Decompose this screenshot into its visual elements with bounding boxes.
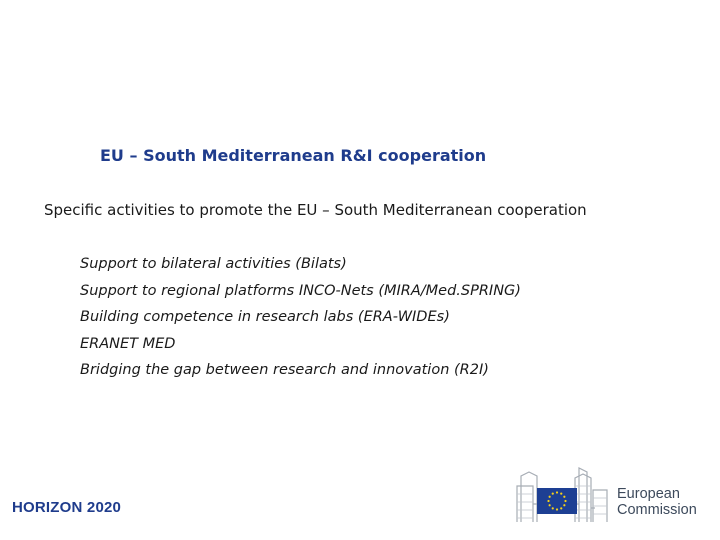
eu-star-icon (563, 504, 565, 506)
eu-star-icon (552, 507, 554, 509)
list-item: Building competence in research labs (ERA-WIDEs) (80, 309, 450, 325)
eu-star-icon (560, 493, 562, 495)
eu-star-icon (563, 496, 565, 498)
list-item: Bridging the gap between research and innovation (R2I) (80, 362, 489, 378)
european-commission-logo (513, 464, 713, 524)
eu-star-icon (556, 491, 558, 493)
eu-star-icon (556, 508, 558, 510)
activity-list (80, 255, 521, 388)
commission-name-line2: Commission (617, 502, 697, 518)
list-item: Support to bilateral activities (Bilats) (80, 256, 347, 272)
eu-star-icon (549, 496, 551, 498)
eu-star-icon (564, 500, 566, 502)
intro-text: Specific activities to promote the EU – South Mediterranean cooperation (44, 201, 587, 219)
eu-star-icon (549, 504, 551, 506)
eu-star-icon (560, 507, 562, 509)
commission-name (617, 486, 697, 518)
eu-star-icon (552, 493, 554, 495)
list-item: ERANET MED (80, 335, 176, 352)
commission-name-line1: European (617, 486, 680, 502)
berlaymont-building-icon (513, 464, 613, 524)
eu-star-icon (547, 500, 549, 502)
list-item: Support to regional platforms INCO-Nets (MIRA/Med.SPRING) (80, 282, 521, 299)
slide-title: EU – South Mediterranean R&I cooperation (100, 146, 487, 165)
horizon-2020-logo: HORIZON 2020 (12, 499, 122, 516)
